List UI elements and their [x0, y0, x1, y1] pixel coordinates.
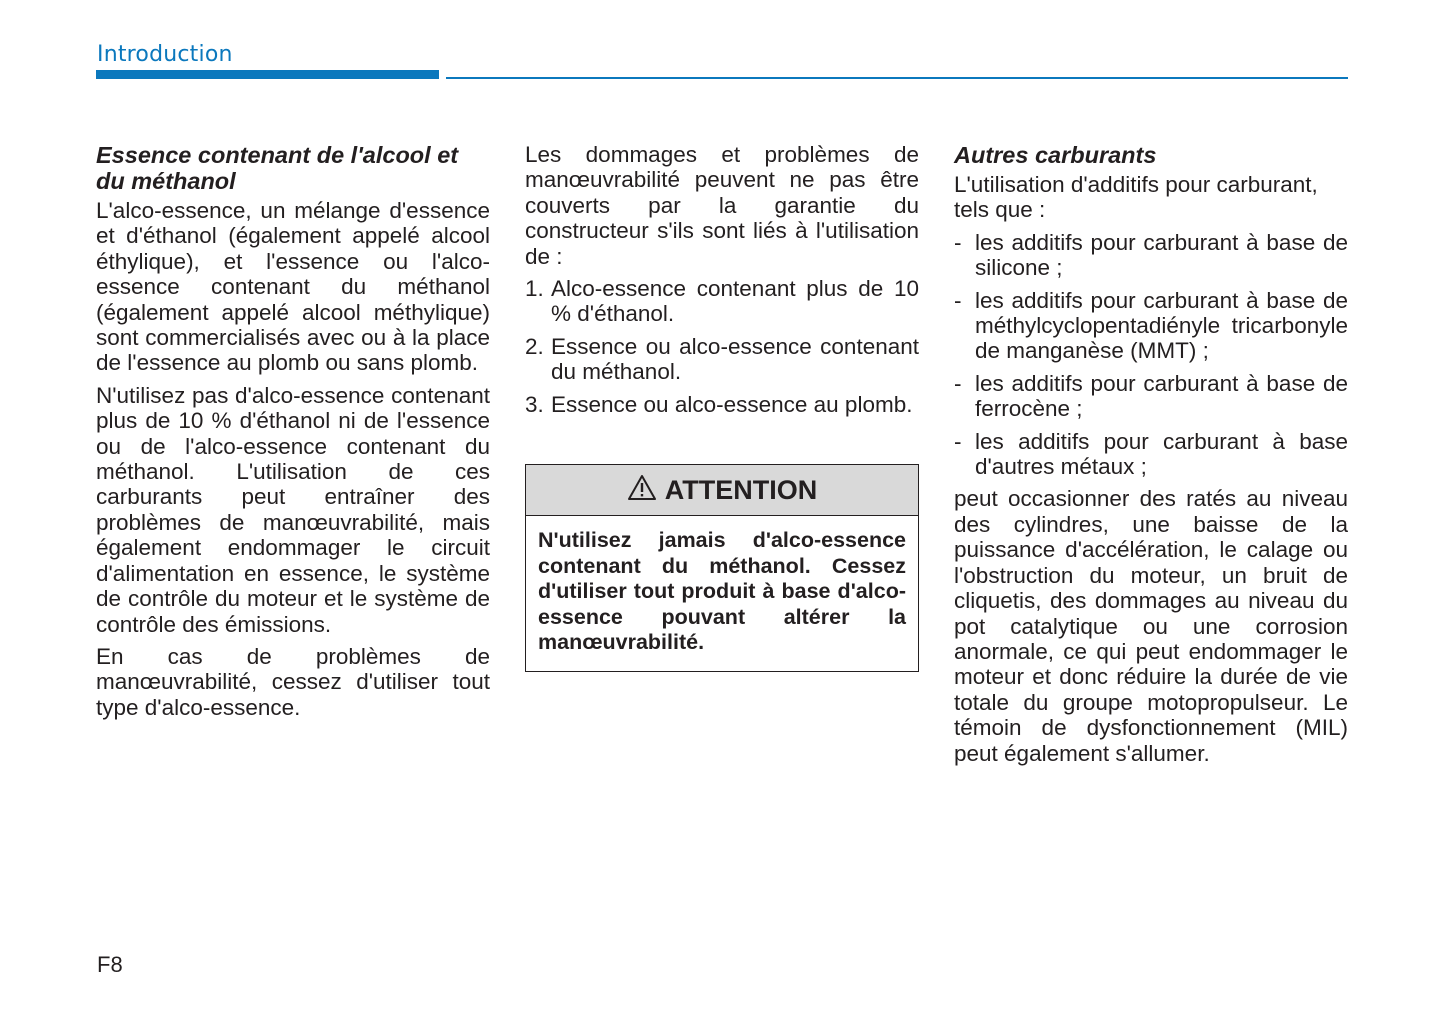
additives-intro: L'utilisation d'additifs pour carburant, tels que :: [954, 172, 1318, 223]
list-dash: -: [954, 287, 962, 313]
section-heading-other-fuels: Autres carburants: [954, 142, 1157, 168]
attention-header: [526, 465, 918, 516]
warning-triangle-icon: [627, 474, 665, 506]
list-dash: -: [954, 370, 962, 396]
list-item: [954, 288, 1348, 364]
consequences-paragraph: peut occasionner des ratés au niveau des cylindres, une baisse de la puissance d'accélération, le calage ou l'obstruction du moteur, un bruit de cliquetis, des dommages au niveau du pot catalytique ou une corrosion anormale, ce qui peut endommager le moteur et donc réduire la durée de vie totale du groupe motopropulseur. Le témoin de dysfonctionnement (MIL) peut également s'allumer.: [954, 486, 1348, 766]
list-item: [525, 276, 919, 327]
list-text: les additifs pour carburant à base d'autres métaux ;: [975, 428, 1348, 480]
list-item: [525, 334, 919, 385]
list-text: les additifs pour carburant à base de silicone ;: [975, 229, 1348, 281]
page-number: F8: [97, 952, 123, 977]
attention-title: ATTENTION: [664, 474, 818, 505]
list-text: Alco-essence contenant plus de 10 % d'éthanol.: [551, 276, 919, 327]
attention-text: N'utilisez jamais d'alco-essence contenant du méthanol. Cessez d'utiliser tout produit à base d'alco-essence pouvant altérer la manœuvrabilité.: [538, 528, 906, 654]
list-text: Essence ou alco-essence contenant du méthanol.: [551, 333, 919, 385]
column-other-fuels: [954, 142, 1348, 773]
paragraph: N'utilisez pas d'alco-essence contenant plus de 10 % d'éthanol ni de l'essence ou de l'alco-essence contenant du méthanol. L'utilisation de ces carburants peut entraîner des problèmes de manœuvrabilité, mais également endommager le circuit d'alimentation en essence, le système de contrôle du moteur et le système de contrôle des émissions.: [96, 382, 490, 637]
header-accent-bar: [96, 70, 439, 79]
list-number: 1.: [525, 276, 544, 302]
list-dash: -: [954, 229, 962, 255]
header-rule: [446, 77, 1348, 79]
section-title: Introduction: [97, 42, 233, 67]
list-item: [954, 230, 1348, 281]
list-text: les additifs pour carburant à base de méthylcyclopentadiényle tricarbonyle de manganèse (MMT) ;: [975, 287, 1348, 364]
list-dash: -: [954, 428, 962, 454]
column-ethanol-fuel: [96, 142, 490, 727]
list-number: 3.: [525, 391, 544, 417]
numbered-list: [525, 276, 919, 417]
paragraph: L'alco-essence, un mélange d'essence et d'éthanol (également appelé alcool éthylique), et l'essence ou l'alco-essence contenant du méthanol (également appelé alcool méthylique) sont commercialisés avec ou à la place de l'essence au plomb ou sans plomb.: [96, 198, 490, 376]
attention-callout: [525, 464, 919, 672]
column-warranty: [525, 142, 919, 424]
list-text: Essence ou alco-essence au plomb.: [551, 391, 913, 417]
list-text: les additifs pour carburant à base de ferrocène ;: [975, 370, 1348, 422]
warranty-intro: Les dommages et problèmes de manœuvrabilité peuvent ne pas être couverts par la garantie du constructeur s'ils sont liés à l'utilisation de :: [525, 142, 919, 269]
paragraph: En cas de problèmes de manœuvrabilité, cessez d'utiliser tout type d'alco-essence.: [96, 643, 490, 720]
list-item: [954, 429, 1348, 480]
list-number: 2.: [525, 333, 544, 359]
additives-list: [954, 230, 1348, 480]
list-item: [954, 371, 1348, 422]
list-item: [525, 392, 919, 417]
section-heading-alcohol-fuel: Essence contenant de l'alcool et du méthanol: [96, 142, 459, 194]
